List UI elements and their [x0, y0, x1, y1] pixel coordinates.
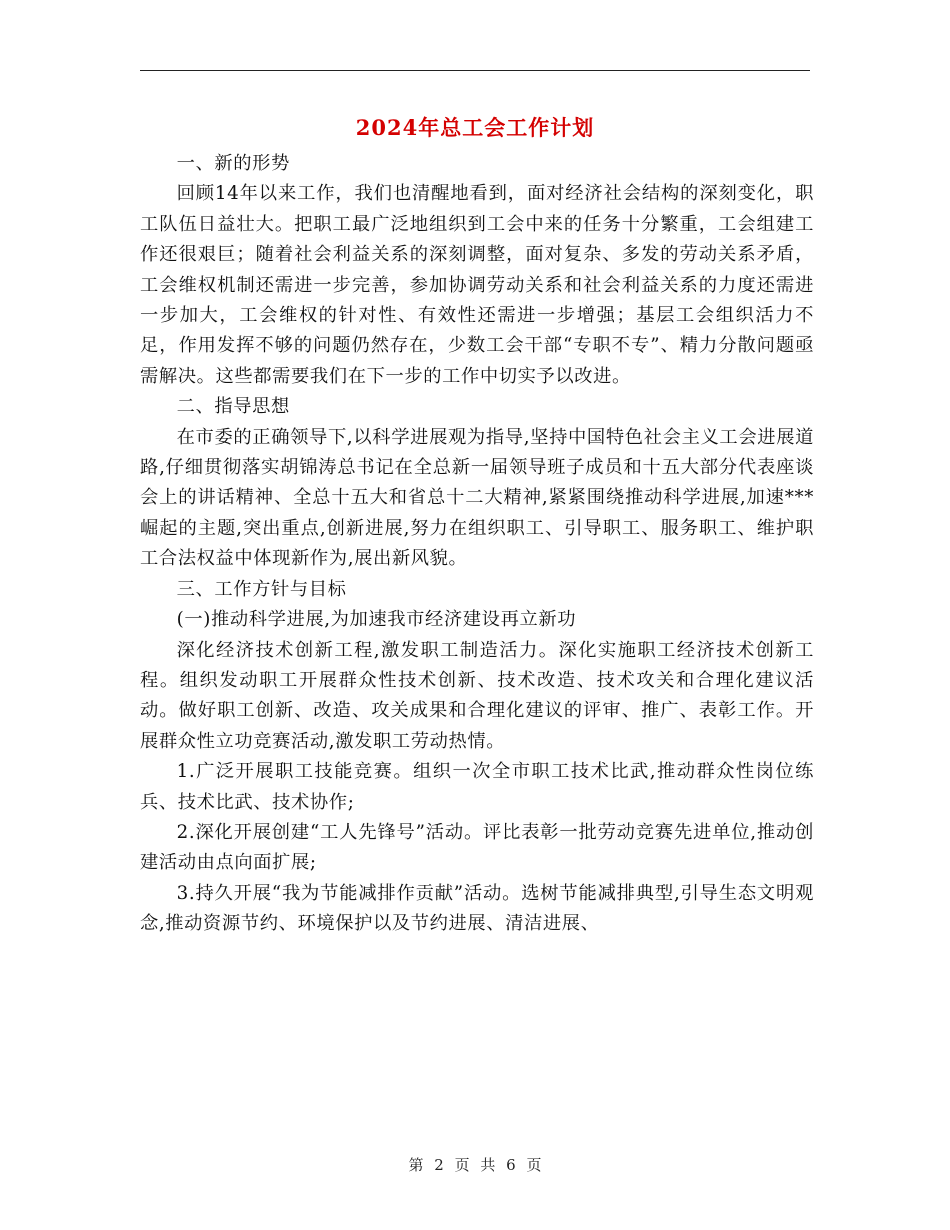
section-heading: 二、指导思想 — [176, 396, 290, 418]
section-heading: 三、工作方针与目标 — [176, 578, 347, 600]
paragraph: 深化经济技术创新工程,激发职工制造活力。深化实施职工经济技术创新工程。组织发动职工开展群众性技术创新、技术改造、技术攻关和合理化建议活动。做好职工创新、改造、攻关成果和合理化建议的评审、推广、表彰工作。开展群众性立功竞赛活动,激发职工劳动热情。 — [140, 639, 814, 752]
list-item: 3.持久开展“我为节能减排作贡献”活动。选树节能减排典型,引导生态文明观念,推动资源节约、环境保护以及节约进展、清洁进展、 — [140, 882, 814, 935]
page-footer: 第 2 页 共 6 页 — [408, 1156, 542, 1174]
document-body — [140, 149, 814, 940]
paragraph: 在市委的正确领导下,以科学进展观为指导,坚持中国特色社会主义工会进展道路,仔细贯彻落实胡锦涛总书记在全总新一届领导班子成员和十五大部分代表座谈会上的讲话精神、全总十五大和省总十二大精神,紧紧围绕推动科学进展,加速***崛起的主题,突出重点,创新进展,努力在组织职工、引导职工、服务职工、维护职工合法权益中体现新作为,展出新风貌。 — [140, 426, 814, 570]
subsection-heading: (一)推动科学进展,为加速我市经济建设再立新功 — [176, 609, 577, 631]
list-item: 2.深化开展创建“工人先锋号”活动。评比表彰一批劳动竞赛先进单位,推动创建活动由点向面扩展; — [140, 821, 814, 874]
header-rule — [140, 70, 810, 71]
section-heading: 一、新的形势 — [176, 153, 290, 174]
document-title: 2024年总工会工作计划 — [355, 115, 595, 140]
list-item: 1.广泛开展职工技能竞赛。组织一次全市职工技术比武,推动群众性岗位练兵、技术比武、技术协作; — [140, 761, 814, 813]
paragraph: 回顾14年以来工作，我们也清醒地看到，面对经济社会结构的深刻变化，职工队伍日益壮大。把职工最广泛地组织到工会中来的任务十分繁重，工会组建工作还很艰巨；随着社会利益关系的深刻调整，面对复杂、多发的劳动关系矛盾，工会维权机制还需进一步完善，参加协调劳动关系和社会利益关系的力度还需进一步加大，工会维权的针对性、有效性还需进一步增强；基层工会组织活力不足，作用发挥不够的问题仍然存在，少数工会干部“专职不专”、精力分散问题亟需解决。这些都需要我们在下一步的工作中切实予以改进。 — [140, 183, 814, 387]
